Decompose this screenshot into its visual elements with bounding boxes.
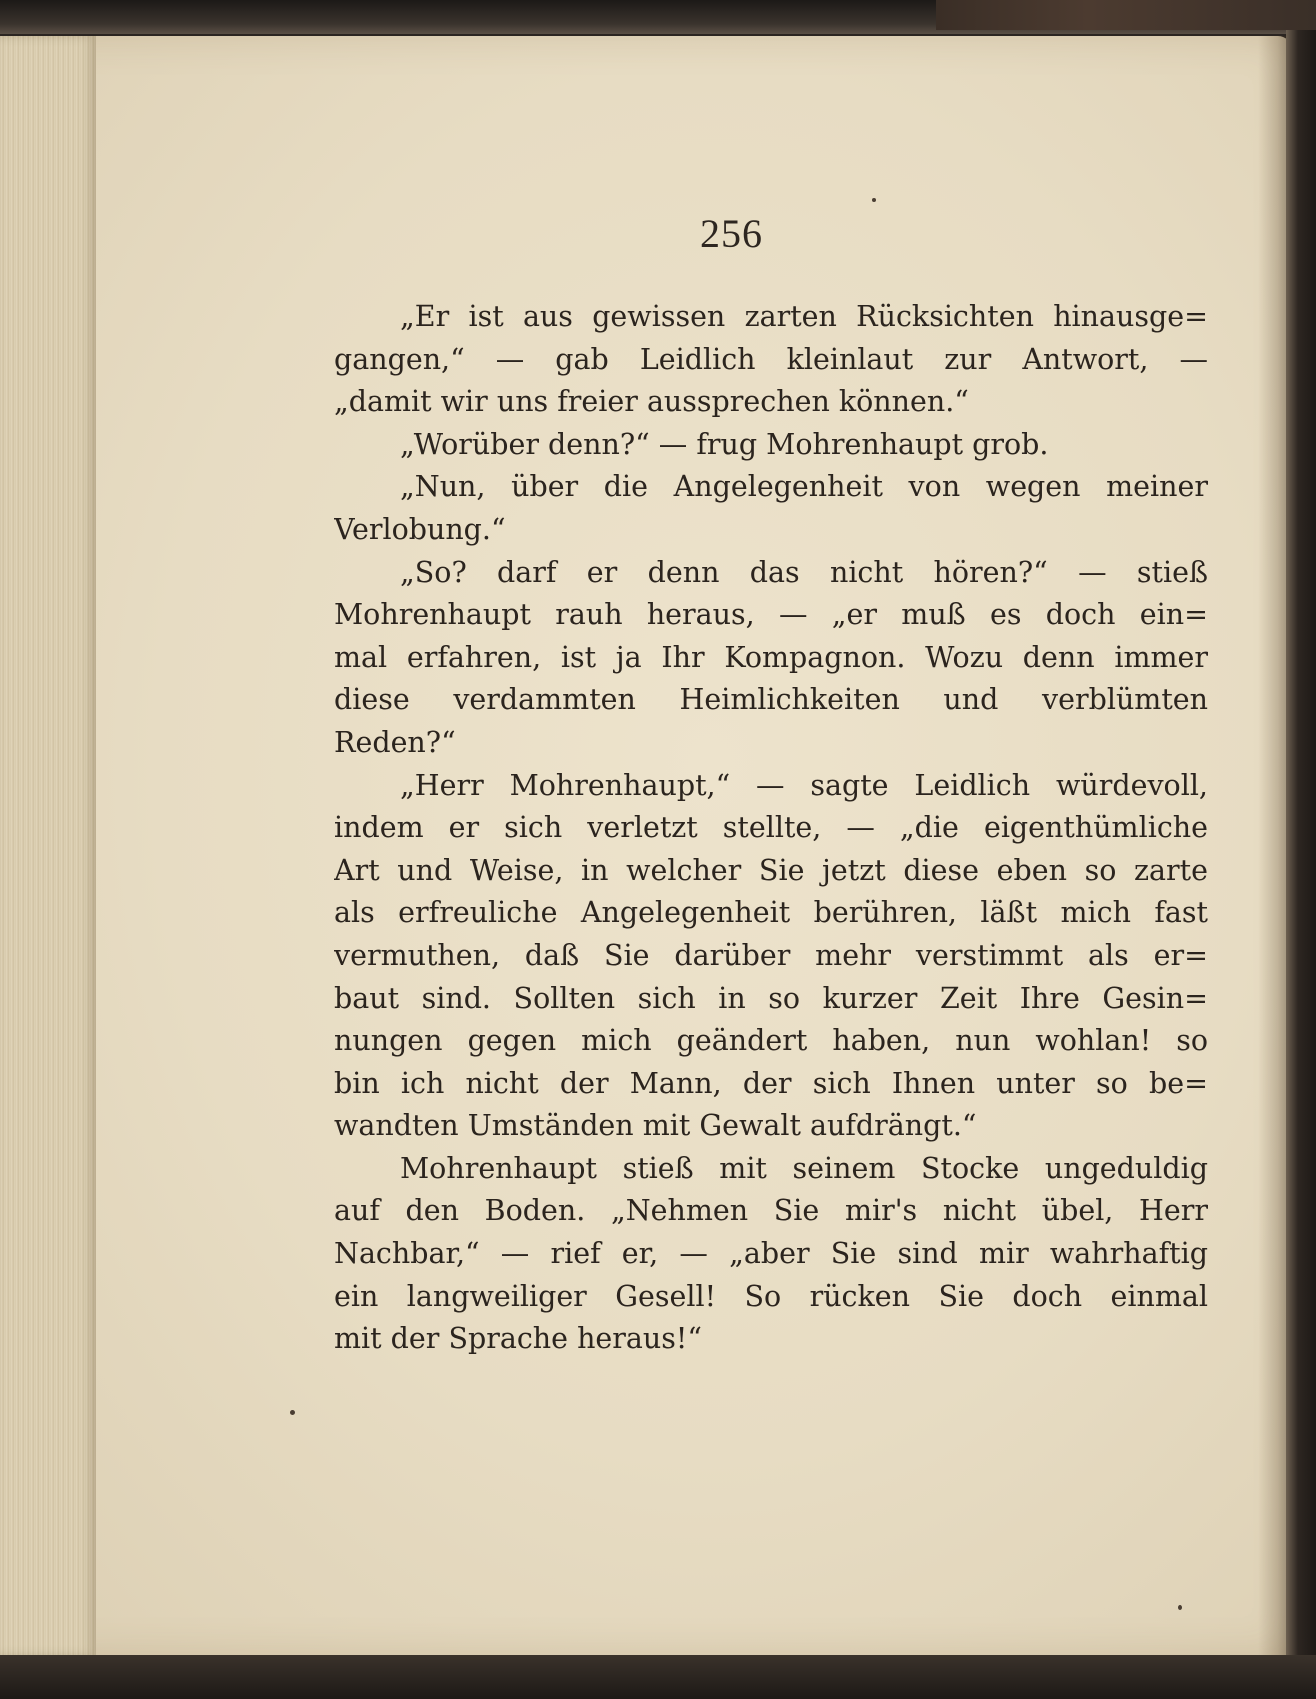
text-line: Art und Weise, in welcher Sie jetzt diese eben so zarte xyxy=(334,853,1208,887)
book-spine-edge xyxy=(1286,30,1316,1670)
book-cover-top-right-edge xyxy=(936,0,1316,30)
text-line: „Er ist aus gewissen zarten Rücksichten hinausge= xyxy=(400,300,1208,333)
paper-speck xyxy=(1178,1605,1182,1610)
page-number: 256 xyxy=(700,211,763,256)
text-line: auf den Boden. „Nehmen Sie mir's nicht übel, Herr xyxy=(334,1194,1208,1228)
paper-speck xyxy=(872,198,876,202)
text-line: „Herr Mohrenhaupt,“ — sagte Leidlich würdevoll, xyxy=(400,768,1208,802)
text-line: mal erfahren, ist ja Ihr Kompagnon. Wozu denn immer xyxy=(334,640,1208,674)
text-line: gangen,“ — gab Leidlich kleinlaut zur Antwort, — xyxy=(334,342,1208,376)
text-line: indem er sich verletzt stellte, — „die eigenthümliche xyxy=(334,811,1208,845)
text-line: Nachbar,“ — rief er, — „aber Sie sind mir wahrhaftig xyxy=(334,1237,1208,1271)
text-line: Verlobung.“ xyxy=(334,512,506,546)
text-line: mit der Sprache heraus!“ xyxy=(334,1322,702,1356)
body-text xyxy=(334,296,1208,1361)
text-line: Mohrenhaupt stieß mit seinem Stocke ungeduldig xyxy=(400,1151,1208,1185)
text-line: Mohrenhaupt rauh heraus, — „er muß es doch ein= xyxy=(334,598,1208,632)
text-line: ein langweiliger Gesell! So rücken Sie doch einmal xyxy=(334,1279,1208,1313)
paper-speck xyxy=(290,1410,295,1415)
text-line: als erfreuliche Angelegenheit berühren, läßt mich fast xyxy=(334,896,1208,930)
gutter-shadow xyxy=(1258,36,1286,1656)
text-line: „So? darf er denn das nicht hören?“ — stieß xyxy=(400,555,1208,589)
text-line: vermuthen, daß Sie darüber mehr verstimmt als er= xyxy=(334,938,1208,972)
page-stack-edges xyxy=(0,36,96,1656)
text-line: nungen gegen mich geändert haben, nun wohlan! so xyxy=(334,1024,1208,1058)
text-line: bin ich nicht der Mann, der sich Ihnen unter so be= xyxy=(334,1066,1208,1100)
text-line: Reden?“ xyxy=(334,725,456,759)
book-cover-bottom-edge xyxy=(0,1655,1316,1699)
text-line: „Nun, über die Angelegenheit von wegen meiner xyxy=(400,470,1208,504)
text-line: baut sind. Sollten sich in so kurzer Zeit Ihre Gesin= xyxy=(334,981,1208,1015)
text-line: wandten Umständen mit Gewalt aufdrängt.“ xyxy=(334,1109,977,1143)
text-line: „damit wir uns freier aussprechen können.“ xyxy=(334,385,969,419)
text-line: „Worüber denn?“ — frug Mohrenhaupt grob. xyxy=(400,427,1049,461)
text-line: diese verdammten Heimlichkeiten und verblümten xyxy=(334,683,1208,717)
